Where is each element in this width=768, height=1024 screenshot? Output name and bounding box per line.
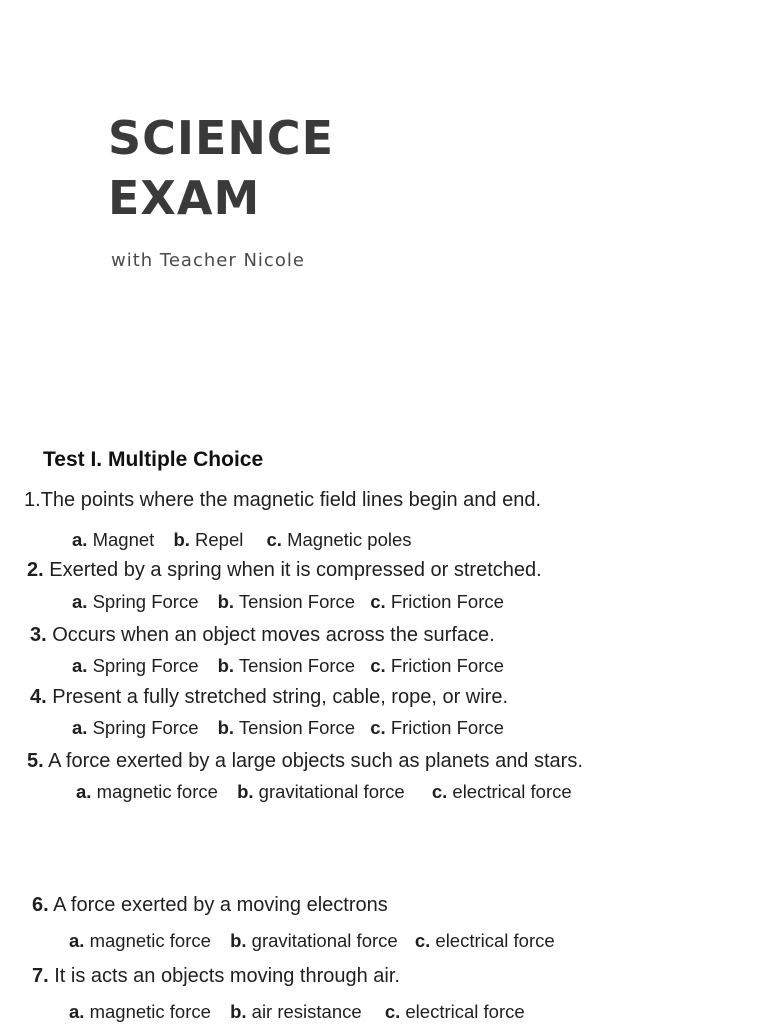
question-number: 3. [30,624,47,646]
option-b: b. air resistance [230,1001,362,1022]
question-number: 1. [24,489,41,511]
option-a: a. Spring Force [72,717,199,738]
exam-subtitle: with Teacher Nicole [111,250,305,271]
question-number: 7. [32,965,49,987]
question-7 [32,965,400,988]
option-c: c. Magnetic poles [266,529,412,550]
option-a: a. Magnet [72,529,155,550]
option-a: a. Spring Force [72,591,199,612]
question-text: Exerted by a spring when it is compressed or stretched. [49,559,542,581]
option-b: b. gravitational force [237,781,405,802]
options-2 [72,591,504,613]
option-c: c. Friction Force [370,591,504,612]
question-2 [27,559,542,582]
options-3 [72,655,504,677]
options-5 [76,781,572,803]
question-5 [27,750,583,773]
option-a: a. magnetic force [69,1001,211,1022]
option-a: a. Spring Force [72,655,199,676]
option-b: b. Tension Force [217,655,356,676]
exam-title-line1: SCIENCE [108,111,335,165]
option-b: b. Tension Force [217,717,356,738]
question-number: 5. [27,750,44,772]
options-4 [72,717,504,739]
question-4 [30,686,508,709]
question-number: 4. [30,686,47,708]
question-6 [32,894,388,917]
question-text: Present a fully stretched string, cable, rope, or wire. [52,686,509,708]
question-text: A force exerted by a moving electrons [53,894,388,916]
option-b: b. Repel [173,529,244,550]
option-c: c. electrical force [414,930,555,951]
question-text: A force exerted by a large objects such as planets and stars. [48,750,583,772]
question-number: 6. [32,894,49,916]
option-a: a. magnetic force [69,930,211,951]
options-6 [69,930,555,952]
option-b: b. Tension Force [217,591,356,612]
exam-title [108,108,334,228]
question-number: 2. [27,559,44,581]
question-text: The points where the magnetic field lines begin and end. [40,489,542,511]
option-c: c. Friction Force [370,717,504,738]
question-3 [30,624,495,647]
question-text: It is acts an objects moving through air. [54,965,400,987]
question-1 [24,489,541,512]
option-c: c. electrical force [431,781,572,802]
option-c: c. electrical force [384,1001,525,1022]
option-b: b. gravitational force [230,930,398,951]
options-7 [69,1001,525,1023]
options-1 [72,529,412,551]
question-text: Occurs when an object moves across the surface. [52,624,495,646]
test-section-title: Test I. Multiple Choice [43,448,264,471]
option-c: c. Friction Force [370,655,504,676]
exam-title-line2: EXAM [108,171,261,225]
option-a: a. magnetic force [76,781,218,802]
